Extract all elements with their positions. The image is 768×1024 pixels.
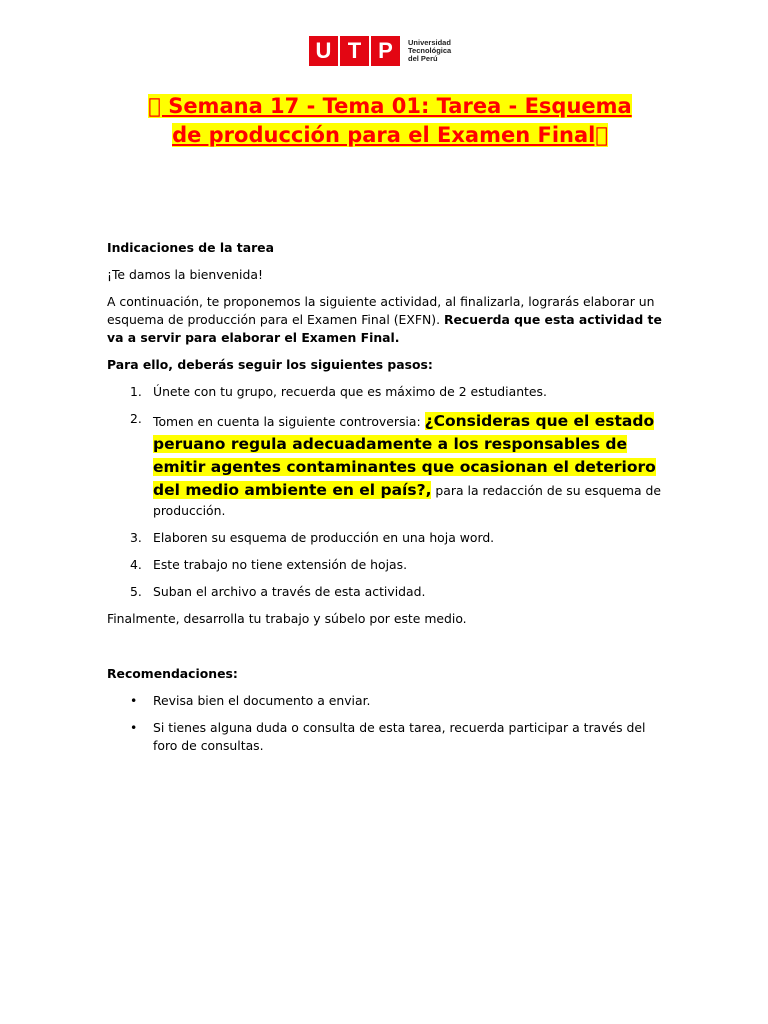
intro-paragraph bbox=[107, 293, 672, 347]
step-text: Este trabajo no tiene extensión de hojas. bbox=[153, 557, 408, 572]
title-line-1:   Semana 17 - Tema 01: Tarea - Esquema bbox=[148, 94, 632, 118]
recommendations-list bbox=[107, 692, 672, 755]
closing-text: Finalmente, desarrolla tu trabajo y súbelo por este medio. bbox=[107, 611, 467, 626]
bullet: • bbox=[130, 693, 138, 708]
list-item bbox=[107, 529, 672, 547]
step-text: Tomen en cuenta la siguiente controversia: bbox=[153, 414, 421, 429]
logo-letter-p: P bbox=[371, 36, 400, 66]
logo-line-2: Tecnológica bbox=[408, 46, 452, 55]
list-item bbox=[107, 583, 672, 601]
steps-list bbox=[107, 383, 672, 601]
recommendation-text: Revisa bien el documento a enviar. bbox=[153, 693, 371, 708]
page-title bbox=[60, 92, 720, 150]
list-item bbox=[107, 383, 672, 401]
logo-university-name bbox=[408, 39, 451, 63]
document-body bbox=[107, 239, 672, 764]
list-item bbox=[107, 692, 672, 710]
utp-logo bbox=[309, 36, 451, 66]
bullet: • bbox=[130, 720, 138, 735]
intro-plain: A continuación, te proponemos la siguiente actividad, al finalizarla, lograrás elaborar un esquema de producción para el Examen Final (EXFN). bbox=[107, 294, 655, 327]
title-line-2: de producción para el Examen Final  bbox=[172, 123, 608, 147]
section-heading-indications: Indicaciones de la tarea bbox=[107, 240, 274, 255]
list-item bbox=[107, 556, 672, 574]
logo-letter-u: U bbox=[309, 36, 338, 66]
step-number: 1. bbox=[130, 384, 142, 399]
step-number: 4. bbox=[130, 557, 142, 572]
step-number: 5. bbox=[130, 584, 142, 599]
step-number: 3. bbox=[130, 530, 142, 545]
step-text-after: para la redacción de su esquema de producción. bbox=[153, 483, 662, 518]
step-text: Elaboren su esquema de producción en una hoja word. bbox=[153, 530, 495, 545]
intro-bold: Recuerda que esta actividad te va a servir para elaborar el Examen Final. bbox=[107, 312, 662, 345]
step-number: 2. bbox=[130, 411, 142, 426]
logo-letters bbox=[309, 36, 402, 66]
logo-line-1: Universidad bbox=[408, 38, 451, 47]
section-heading-recommendations: Recomendaciones: bbox=[107, 666, 238, 681]
controversy-question: ¿Consideras que el estado peruano regula adecuadamente a los responsables de emitir agentes contaminantes que ocasionan el deterioro del medio ambiente en el país?, bbox=[153, 412, 656, 499]
list-item bbox=[107, 410, 672, 520]
step-text: Únete con tu grupo, recuerda que es máximo de 2 estudiantes. bbox=[153, 384, 547, 399]
step-text: Suban el archivo a través de esta actividad. bbox=[153, 584, 426, 599]
list-item bbox=[107, 719, 672, 755]
logo-line-3: del Perú bbox=[408, 54, 438, 63]
welcome-text: ¡Te damos la bienvenida! bbox=[107, 267, 263, 282]
logo-letter-t: T bbox=[340, 36, 369, 66]
spacer bbox=[107, 637, 672, 665]
recommendation-text: Si tienes alguna duda o consulta de esta tarea, recuerda participar a través del foro de consultas. bbox=[153, 720, 646, 753]
steps-intro: Para ello, deberás seguir los siguientes pasos: bbox=[107, 357, 433, 372]
